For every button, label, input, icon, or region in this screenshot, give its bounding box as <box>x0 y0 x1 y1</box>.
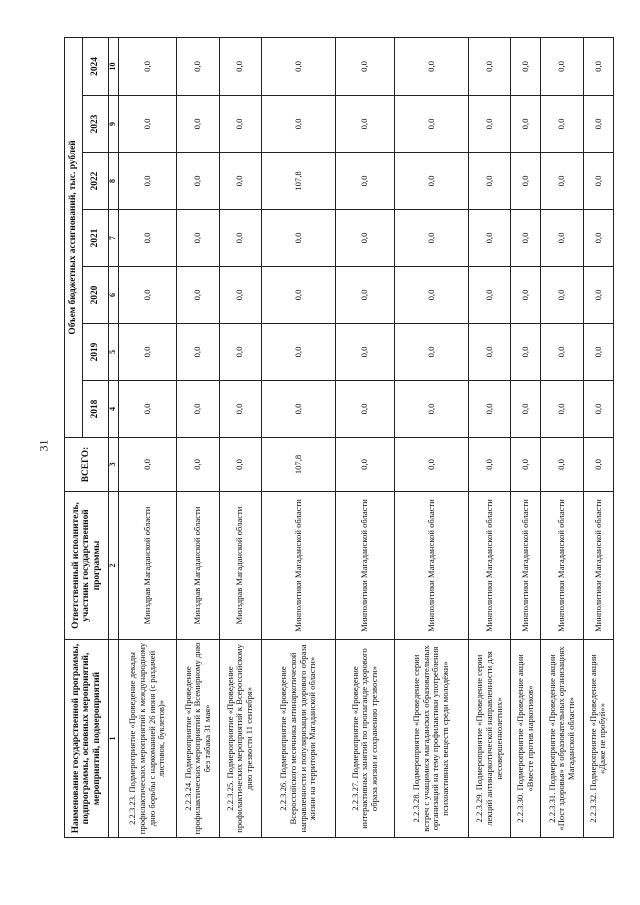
executor-cell: Минполитики Магаданской области <box>583 492 613 640</box>
year-value-cell: 0,0 <box>336 153 394 210</box>
year-value-cell: 0,0 <box>469 37 511 95</box>
year-value-cell: 0,0 <box>177 324 219 381</box>
year-value-cell: 0,0 <box>219 96 261 153</box>
rotated-table-wrapper <box>64 38 614 838</box>
year-value-cell: 0,0 <box>119 324 177 381</box>
header-year: 2020 <box>83 267 109 324</box>
year-value-cell: 0,0 <box>336 381 394 438</box>
year-value-cell: 0,0 <box>583 324 613 381</box>
table-row <box>177 37 219 837</box>
year-value-cell: 0,0 <box>261 96 335 153</box>
table-row <box>119 37 177 837</box>
year-value-cell: 0,0 <box>511 210 541 267</box>
year-value-cell: 0,0 <box>394 210 468 267</box>
year-value-cell: 0,0 <box>511 37 541 95</box>
year-value-cell: 0,0 <box>336 37 394 95</box>
year-value-cell: 0,0 <box>261 381 335 438</box>
executor-cell: Минполитики Магаданской области <box>541 492 583 640</box>
year-value-cell: 0,0 <box>394 96 468 153</box>
year-value-cell: 0,0 <box>541 267 583 324</box>
year-value-cell: 0,0 <box>511 267 541 324</box>
year-value-cell: 0,0 <box>219 37 261 95</box>
column-index: 4 <box>109 381 119 438</box>
total-cell: 0,0 <box>541 438 583 492</box>
year-value-cell: 0,0 <box>177 381 219 438</box>
table-row <box>261 37 335 837</box>
year-value-cell: 0,0 <box>261 210 335 267</box>
year-value-cell: 0,0 <box>119 210 177 267</box>
year-value-cell: 0,0 <box>119 267 177 324</box>
header-name: Наименование государственной программы, подпрограммы, основных мероприятий, мероприятий, подмероприятий <box>65 640 109 838</box>
year-value-cell: 0,0 <box>177 210 219 267</box>
year-value-cell: 0,0 <box>219 267 261 324</box>
header-year: 2021 <box>83 210 109 267</box>
measure-name-cell: 2.2.3.25. Подмероприятие «Проведение профилактических мероприятий к Всероссийскому дню трезвости 11 сентября» <box>219 640 261 838</box>
year-value-cell: 0,0 <box>583 96 613 153</box>
year-value-cell: 0,0 <box>119 153 177 210</box>
column-index: 8 <box>109 153 119 210</box>
column-index: 10 <box>109 37 119 95</box>
year-value-cell: 0,0 <box>177 96 219 153</box>
table-row <box>541 37 583 837</box>
year-value-cell: 0,0 <box>177 267 219 324</box>
header-executor: Ответственный исполнитель, участник государственной программы <box>65 492 109 640</box>
header-total: ВСЕГО: <box>65 438 109 492</box>
measure-name-cell: 2.2.3.27. Подмероприятие «Проведение интерактивных занятий по пропаганде здорового образа жизни и сохранению трезвости» <box>336 640 394 838</box>
year-value-cell: 0,0 <box>119 96 177 153</box>
total-cell: 0,0 <box>219 438 261 492</box>
year-value-cell: 0,0 <box>541 210 583 267</box>
total-cell: 0,0 <box>336 438 394 492</box>
total-cell: 0,0 <box>394 438 468 492</box>
column-index: 2 <box>109 492 119 640</box>
year-value-cell: 0,0 <box>119 37 177 95</box>
year-value-cell: 0,0 <box>511 381 541 438</box>
header-year: 2023 <box>83 96 109 153</box>
year-value-cell: 0,0 <box>583 210 613 267</box>
page-number: 31 <box>36 439 51 452</box>
year-value-cell: 0,0 <box>469 153 511 210</box>
header-year: 2019 <box>83 324 109 381</box>
year-value-cell: 0,0 <box>394 267 468 324</box>
measure-name-cell: 2.2.3.31. Подмероприятие «Проведение акции «Пост здоровья» в образовательных организациях Магаданской области» <box>541 640 583 838</box>
year-value-cell: 0,0 <box>261 267 335 324</box>
table-row <box>469 37 511 837</box>
measure-name-cell: 2.2.3.32. Подмероприятие «Проведение акции «Даже не пробуй»» <box>583 640 613 838</box>
executor-cell: Минполитики Магаданской области <box>336 492 394 640</box>
year-value-cell: 0,0 <box>583 37 613 95</box>
budget-table <box>64 37 614 838</box>
year-value-cell: 0,0 <box>511 324 541 381</box>
year-value-cell: 0,0 <box>177 37 219 95</box>
measure-name-cell: 2.2.3.28. Подмероприятие «Проведение серии встреч с учащимися магаданских образовательных организаций на тему профилактики употребления психоактивных веществ среди молодёжи» <box>394 640 468 838</box>
year-value-cell: 0,0 <box>261 37 335 95</box>
year-value-cell: 0,0 <box>336 267 394 324</box>
measure-name-cell: 2.2.3.30. Подмероприятие «Проведение акции «Вместе против наркотиков» <box>511 640 541 838</box>
table-row <box>511 37 541 837</box>
year-value-cell: 0,0 <box>394 324 468 381</box>
year-value-cell: 0,0 <box>511 153 541 210</box>
measure-name-cell: 2.2.3.24. Подмероприятие «Проведение профилактических мероприятий к Всемирному дню без табака 31 мая» <box>177 640 219 838</box>
column-index: 7 <box>109 210 119 267</box>
year-value-cell: 0,0 <box>219 210 261 267</box>
year-value-cell: 0,0 <box>583 381 613 438</box>
measure-name-cell: 2.2.3.29. Подмероприятие «Проведение серии лекций антинаркотической направленности для несовершеннолетних» <box>469 640 511 838</box>
total-cell: 0,0 <box>511 438 541 492</box>
year-value-cell: 0,0 <box>469 381 511 438</box>
column-index: 1 <box>109 640 119 838</box>
year-value-cell: 0,0 <box>261 324 335 381</box>
executor-cell: Минздрав Магаданской области <box>177 492 219 640</box>
measure-name-cell: 2.2.3.26. Подмероприятие «Проведение Всероссийского месячника антинаркотической направленности и популяризации здорового образа жизни на территории Магаданской области» <box>261 640 335 838</box>
year-value-cell: 0,0 <box>336 324 394 381</box>
table-row <box>336 37 394 837</box>
year-value-cell: 0,0 <box>583 267 613 324</box>
table-row <box>583 37 613 837</box>
year-value-cell: 0,0 <box>394 381 468 438</box>
header-budget-group: Объем бюджетных ассигнований, тыс. рублей <box>65 37 83 437</box>
column-index: 6 <box>109 267 119 324</box>
year-value-cell: 0,0 <box>469 324 511 381</box>
executor-cell: Минполитики Магаданской области <box>469 492 511 640</box>
executor-cell: Минздрав Магаданской области <box>119 492 177 640</box>
year-value-cell: 0,0 <box>469 267 511 324</box>
total-cell: 0,0 <box>469 438 511 492</box>
year-value-cell: 0,0 <box>219 153 261 210</box>
table-body <box>119 37 614 837</box>
column-index: 3 <box>109 438 119 492</box>
year-value-cell: 0,0 <box>177 153 219 210</box>
year-value-cell: 0,0 <box>541 153 583 210</box>
year-value-cell: 107,8 <box>261 153 335 210</box>
year-value-cell: 0,0 <box>541 381 583 438</box>
total-cell: 107,8 <box>261 438 335 492</box>
year-value-cell: 0,0 <box>219 381 261 438</box>
year-value-cell: 0,0 <box>541 96 583 153</box>
executor-cell: Минздрав Магаданской области <box>219 492 261 640</box>
executor-cell: Минполитики Магаданской области <box>394 492 468 640</box>
year-value-cell: 0,0 <box>394 37 468 95</box>
total-cell: 0,0 <box>583 438 613 492</box>
total-cell: 0,0 <box>119 438 177 492</box>
year-value-cell: 0,0 <box>469 96 511 153</box>
year-value-cell: 0,0 <box>336 96 394 153</box>
year-value-cell: 0,0 <box>469 210 511 267</box>
header-year: 2022 <box>83 153 109 210</box>
table-row <box>219 37 261 837</box>
year-value-cell: 0,0 <box>336 210 394 267</box>
year-value-cell: 0,0 <box>583 153 613 210</box>
year-value-cell: 0,0 <box>541 37 583 95</box>
header-year: 2024 <box>83 37 109 95</box>
column-index: 5 <box>109 324 119 381</box>
year-value-cell: 0,0 <box>541 324 583 381</box>
table-row <box>394 37 468 837</box>
executor-cell: Минполитики Магаданской области <box>511 492 541 640</box>
executor-cell: Минполитики Магаданской области <box>261 492 335 640</box>
year-value-cell: 0,0 <box>219 324 261 381</box>
year-value-cell: 0,0 <box>511 96 541 153</box>
column-index: 9 <box>109 96 119 153</box>
header-year: 2018 <box>83 381 109 438</box>
year-value-cell: 0,0 <box>394 153 468 210</box>
measure-name-cell: 2.2.3.23. Подмероприятие «Проведение декады профилактических мероприятий к международному дню борьбы с наркоманией 26 июня (с раздачей листовок, буклетов)» <box>119 640 177 838</box>
year-value-cell: 0,0 <box>119 381 177 438</box>
total-cell: 0,0 <box>177 438 219 492</box>
